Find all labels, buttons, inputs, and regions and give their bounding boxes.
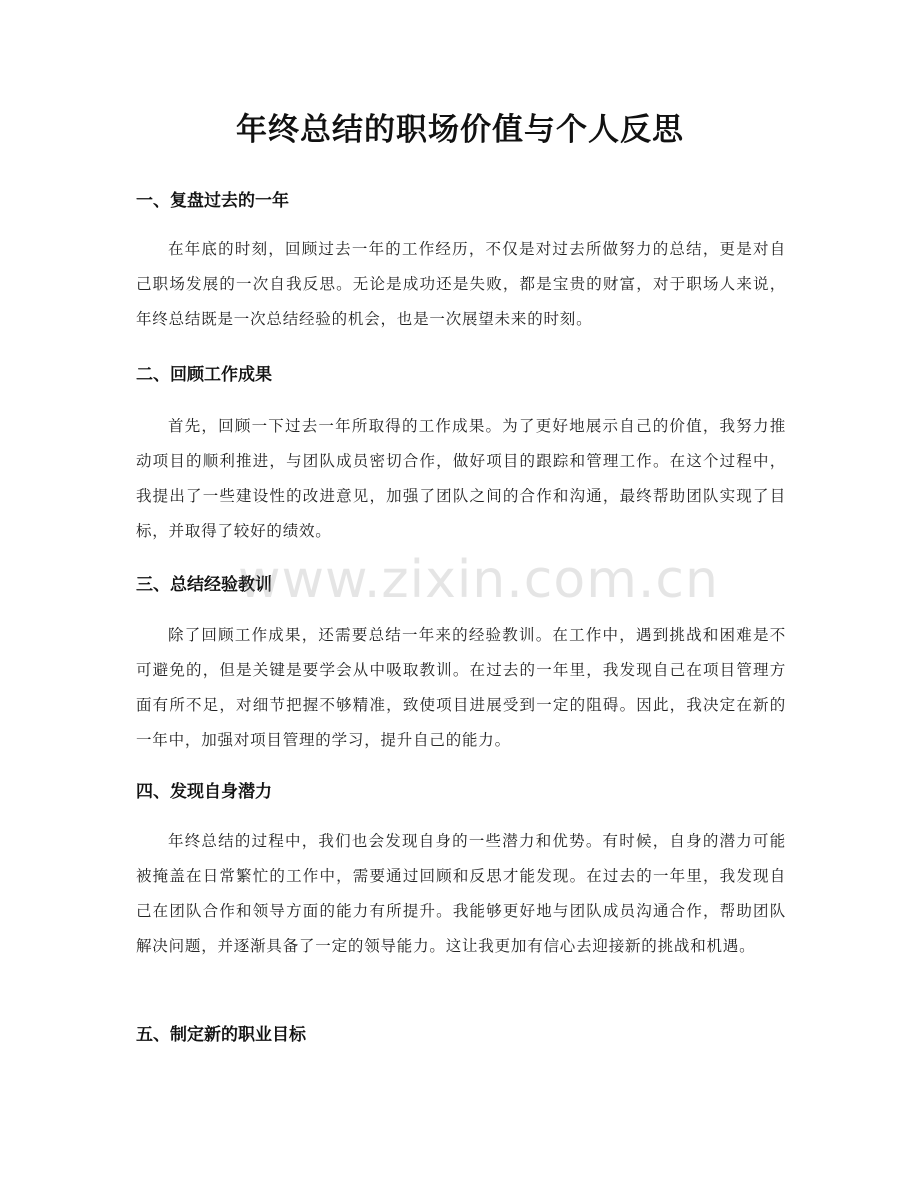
section-body-3: 除了回顾工作成果，还需要总结一年来的经验教训。在工作中，遇到挑战和困难是不可避免的，但是关键是要学会从中吸取教训。在过去的一年里，我发现自己在项目管理方面有所不足，对细节把握不够精准，致使项目进展受到一定的阻碍。因此，我决定在新的一年中，加强对项目管理的学习，提升自己的能力。: [136, 626, 786, 749]
section-heading-2: 二、回顾工作成果: [136, 365, 272, 385]
section-heading-5: 五、制定新的职业目标: [136, 1025, 306, 1045]
section-body-1: 在年底的时刻，回顾过去一年的工作经历，不仅是对过去所做努力的总结，更是对自己职场发展的一次自我反思。无论是成功还是失败，都是宝贵的财富，对于职场人来说，年终总结既是一次总结经验的机会，也是一次展望未来的时刻。: [136, 240, 786, 328]
section-body-2: 首先，回顾一下过去一年所取得的工作成果。为了更好地展示自己的价值，我努力推动项目的顺利推进，与团队成员密切合作，做好项目的跟踪和管理工作。在这个过程中，我提出了一些建设性的改进意见，加强了团队之间的合作和沟通，最终帮助团队实现了目标，并取得了较好的绩效。: [136, 417, 786, 540]
section-body-4: 年终总结的过程中，我们也会发现自身的一些潜力和优势。有时候，自身的潜力可能被掩盖在日常繁忙的工作中，需要通过回顾和反思才能发现。在过去的一年里，我发现自己在团队合作和领导方面的能力有所提升。我能够更好地与团队成员沟通合作，帮助团队解决问题，并逐渐具备了一定的领导能力。这让我更加有信心去迎接新的挑战和机遇。: [136, 832, 786, 955]
watermark-text: www.zixin.com.cn: [238, 550, 719, 610]
section-heading-3: 三、总结经验教训: [136, 575, 272, 595]
document-title: 年终总结的职场价值与个人反思: [236, 112, 684, 148]
section-heading-4: 四、发现自身潜力: [136, 782, 272, 802]
section-heading-1: 一、复盘过去的一年: [136, 191, 289, 211]
